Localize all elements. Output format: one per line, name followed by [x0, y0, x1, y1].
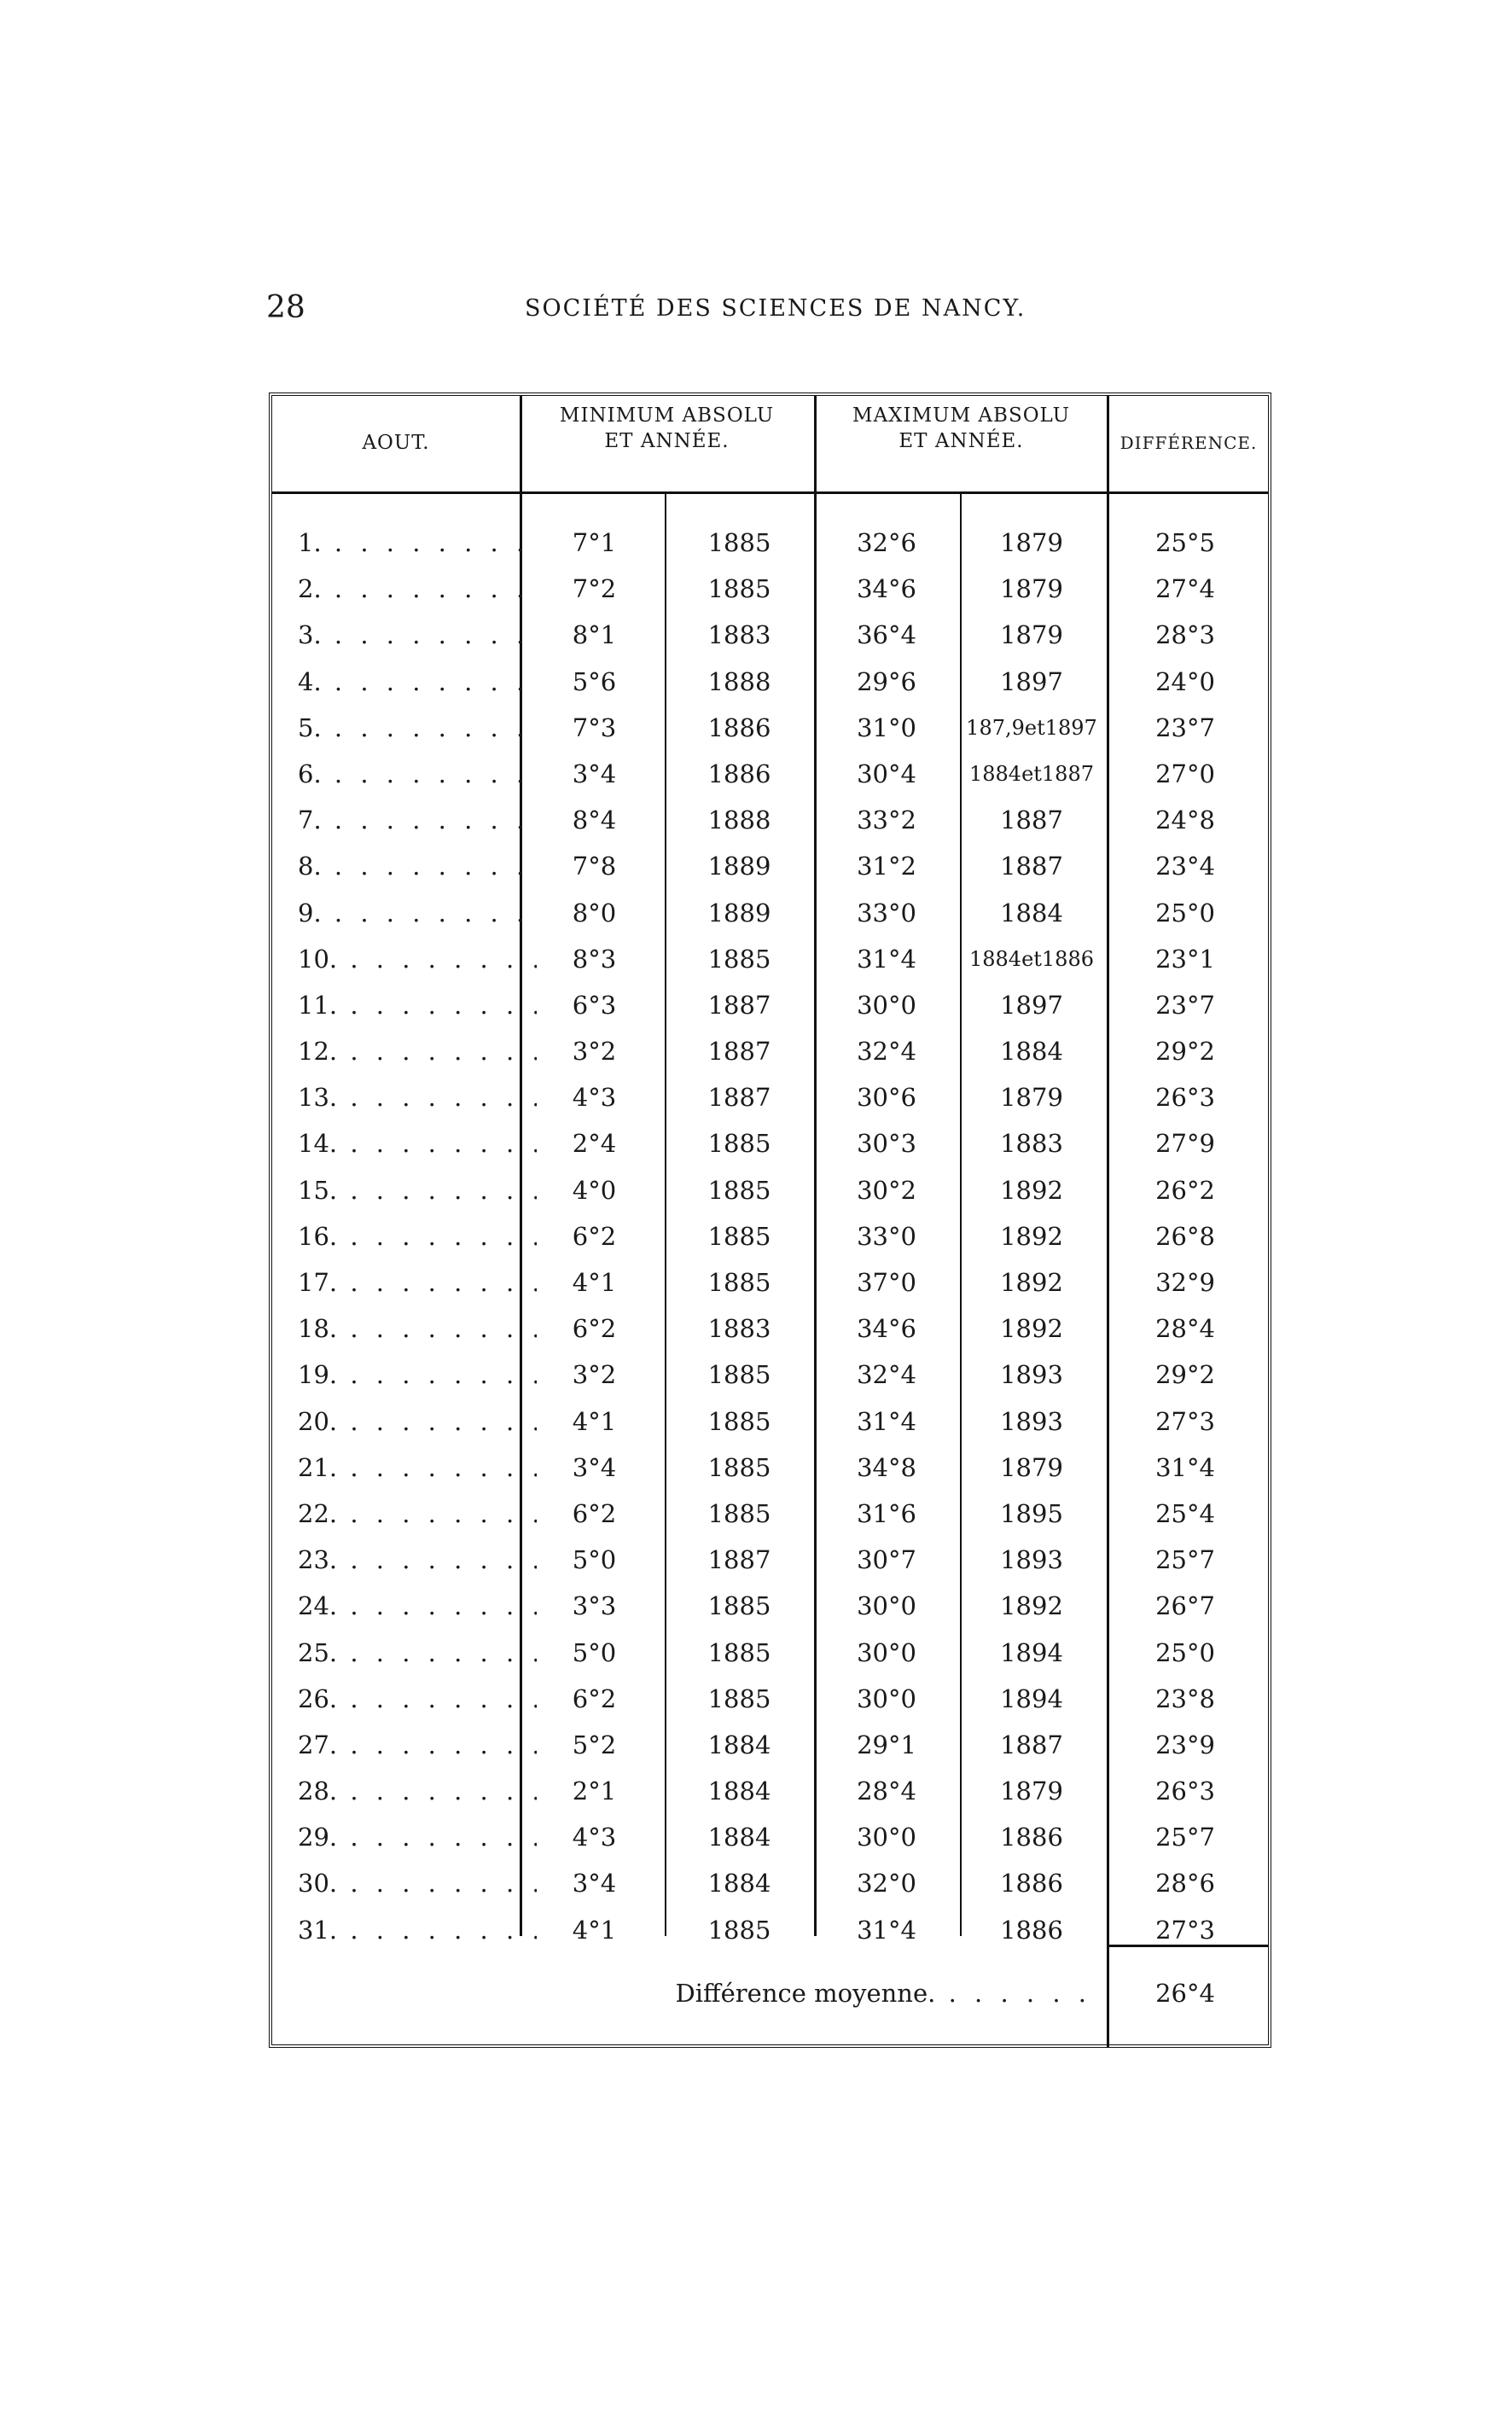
minimum-cell: 5°0	[572, 1545, 617, 1575]
difference-cell: 32°9	[1155, 1268, 1215, 1297]
minimum-cell: 8°4	[572, 805, 617, 835]
table-row	[272, 1028, 1268, 1074]
maximum-year-cell: 1892	[1000, 1175, 1063, 1205]
difference-cell: 25°7	[1155, 1823, 1215, 1852]
day-cell: 8. . . .	[298, 843, 537, 889]
day-cell: 10. . . .	[298, 936, 537, 982]
maximum-year-cell: 1892	[1000, 1591, 1063, 1621]
maximum-year-cell: 1887	[1000, 1730, 1063, 1759]
maximum-cell: 31°4	[857, 1915, 916, 1945]
minimum-year-cell: 1889	[707, 898, 771, 927]
maximum-year-cell: 1886	[1000, 1823, 1063, 1852]
minimum-cell: 3°4	[572, 759, 617, 788]
minimum-cell: 3°4	[572, 1869, 617, 1899]
table-row	[272, 1074, 1268, 1120]
minimum-cell: 2°1	[572, 1776, 617, 1806]
table-row	[272, 751, 1268, 797]
difference-cell: 25°0	[1155, 898, 1215, 927]
day-cell: 18. . . .	[298, 1305, 537, 1352]
maximum-cell: 32°6	[857, 528, 916, 557]
maximum-cell: 31°4	[857, 944, 916, 974]
minimum-cell: 6°2	[572, 1498, 617, 1528]
table-row	[272, 566, 1268, 612]
difference-cell: 27°9	[1155, 1129, 1215, 1159]
maximum-year-cell: 1897	[1000, 990, 1063, 1020]
day-cell: 11. . . .	[298, 982, 537, 1028]
maximum-cell: 32°0	[857, 1869, 916, 1899]
difference-cell: 28°3	[1155, 620, 1215, 650]
minimum-year-cell: 1887	[707, 1545, 771, 1575]
minimum-cell: 6°2	[572, 1221, 617, 1251]
day-cell: 23. . . .	[298, 1537, 537, 1583]
maximum-year-cell: 1887	[1000, 805, 1063, 835]
maximum-cell: 30°0	[857, 1637, 916, 1667]
minimum-year-cell: 1885	[707, 574, 771, 604]
table-row	[272, 1305, 1268, 1352]
maximum-year-cell: 1879	[1000, 528, 1063, 557]
table-row	[272, 659, 1268, 705]
difference-cell: 28°4	[1155, 1314, 1215, 1344]
minimum-cell: 7°3	[572, 712, 617, 742]
minimum-year-cell: 1885	[707, 1915, 771, 1945]
maximum-year-cell: 1879	[1000, 574, 1063, 604]
minimum-year-cell: 1885	[707, 1360, 771, 1390]
minimum-year-cell: 1886	[707, 759, 771, 788]
maximum-year-cell: 1883	[1000, 1129, 1063, 1159]
maximum-cell: 31°6	[857, 1498, 916, 1528]
table-row	[272, 705, 1268, 751]
day-cell: 14. . . .	[298, 1120, 537, 1166]
maximum-cell: 30°0	[857, 990, 916, 1020]
maximum-cell: 37°0	[857, 1268, 916, 1297]
table-row	[272, 1398, 1268, 1445]
table-row	[272, 1860, 1268, 1906]
header-maximum: MAXIMUM ABSOLU ET ANNÉE.	[852, 404, 1070, 452]
difference-cell: 23°4	[1155, 852, 1215, 881]
minimum-year-cell: 1884	[707, 1730, 771, 1759]
difference-cell: 29°2	[1155, 1360, 1215, 1390]
minimum-cell: 3°3	[572, 1591, 617, 1621]
maximum-cell: 34°8	[857, 1452, 916, 1482]
maximum-year-cell: 187,9et1897	[966, 715, 1097, 740]
difference-cell: 25°0	[1155, 1637, 1215, 1667]
table-row	[272, 1445, 1268, 1491]
table-row	[272, 520, 1268, 566]
difference-cell: 26°3	[1155, 1083, 1215, 1113]
difference-cell: 27°3	[1155, 1406, 1215, 1436]
minimum-cell: 8°0	[572, 898, 617, 927]
day-cell: 3. . . .	[298, 612, 537, 658]
difference-cell: 27°4	[1155, 574, 1215, 604]
maximum-year-cell: 1884et1887	[968, 761, 1094, 786]
difference-cell: 23°8	[1155, 1683, 1215, 1713]
minimum-year-cell: 1885	[707, 1175, 771, 1205]
difference-cell: 26°3	[1155, 1776, 1215, 1806]
day-cell: 4. . . .	[298, 659, 537, 705]
difference-cell: 28°6	[1155, 1869, 1215, 1899]
table-row	[272, 843, 1268, 889]
maximum-year-cell: 1884	[1000, 1037, 1063, 1067]
minimum-year-cell: 1887	[707, 1083, 771, 1113]
maximum-cell: 30°4	[857, 759, 916, 788]
maximum-cell: 32°4	[857, 1037, 916, 1067]
maximum-year-cell: 1893	[1000, 1406, 1063, 1436]
header-month: AOUT.	[362, 432, 430, 454]
maximum-year-cell: 1894	[1000, 1637, 1063, 1667]
table-row	[272, 936, 1268, 982]
minimum-year-cell: 1885	[707, 1683, 771, 1713]
minimum-year-cell: 1885	[707, 1591, 771, 1621]
maximum-year-cell: 1894	[1000, 1683, 1063, 1713]
day-cell: 29. . . .	[298, 1814, 537, 1860]
difference-cell: 25°5	[1155, 528, 1215, 557]
day-cell: 9. . . .	[298, 890, 537, 936]
difference-cell: 23°7	[1155, 990, 1215, 1020]
difference-cell: 29°2	[1155, 1037, 1215, 1067]
table-row	[272, 1352, 1268, 1398]
maximum-cell: 30°3	[857, 1129, 916, 1159]
difference-cell: 26°2	[1155, 1175, 1215, 1205]
running-title: SOCIÉTÉ DES SCIENCES DE NANCY.	[525, 295, 1026, 322]
table-row	[272, 1537, 1268, 1583]
table-row	[272, 1213, 1268, 1259]
minimum-cell: 5°0	[572, 1637, 617, 1667]
maximum-cell: 30°0	[857, 1683, 916, 1713]
table-row	[272, 1768, 1268, 1814]
minimum-year-cell: 1883	[707, 620, 771, 650]
minimum-cell: 4°1	[572, 1915, 617, 1945]
maximum-year-cell: 1892	[1000, 1268, 1063, 1297]
maximum-cell: 30°0	[857, 1591, 916, 1621]
minimum-year-cell: 1887	[707, 1037, 771, 1067]
minimum-year-cell: 1885	[707, 1406, 771, 1436]
minimum-cell: 4°1	[572, 1406, 617, 1436]
minimum-year-cell: 1883	[707, 1314, 771, 1344]
minimum-year-cell: 1885	[707, 1452, 771, 1482]
day-cell: 17. . . .	[298, 1259, 537, 1305]
maximum-year-cell: 1884	[1000, 898, 1063, 927]
minimum-cell: 8°1	[572, 620, 617, 650]
maximum-year-cell: 1892	[1000, 1314, 1063, 1344]
table-row	[272, 890, 1268, 936]
minimum-year-cell: 1885	[707, 1268, 771, 1297]
maximum-year-cell: 1893	[1000, 1360, 1063, 1390]
minimum-year-cell: 1885	[707, 1637, 771, 1667]
maximum-cell: 29°6	[857, 666, 916, 696]
table-row	[272, 1167, 1268, 1213]
maximum-cell: 32°4	[857, 1360, 916, 1390]
maximum-cell: 31°0	[857, 712, 916, 742]
difference-cell: 24°0	[1155, 666, 1215, 696]
difference-cell: 25°4	[1155, 1498, 1215, 1528]
table-body	[272, 520, 1268, 1953]
table-row	[272, 1491, 1268, 1537]
minimum-cell: 3°2	[572, 1037, 617, 1067]
minimum-year-cell: 1885	[707, 944, 771, 974]
minimum-cell: 4°3	[572, 1823, 617, 1852]
maximum-cell: 30°0	[857, 1823, 916, 1852]
difference-cell: 23°1	[1155, 944, 1215, 974]
minimum-cell: 5°2	[572, 1730, 617, 1759]
minimum-cell: 5°6	[572, 666, 617, 696]
minimum-year-cell: 1885	[707, 528, 771, 557]
day-cell: 26. . . .	[298, 1676, 537, 1722]
maximum-year-cell: 1887	[1000, 852, 1063, 881]
minimum-cell: 4°3	[572, 1083, 617, 1113]
minimum-cell: 3°4	[572, 1452, 617, 1482]
page-number: 28	[266, 290, 305, 325]
day-cell: 30. . . .	[298, 1860, 537, 1906]
maximum-cell: 33°0	[857, 898, 916, 927]
day-cell: 24. . . .	[298, 1583, 537, 1629]
difference-cell: 26°7	[1155, 1591, 1215, 1621]
minimum-year-cell: 1886	[707, 712, 771, 742]
day-cell: 15. . . .	[298, 1167, 537, 1213]
day-cell: 2. . . .	[298, 566, 537, 612]
minimum-year-cell: 1884	[707, 1869, 771, 1899]
table-row	[272, 1722, 1268, 1768]
difference-cell: 27°0	[1155, 759, 1215, 788]
day-cell: 19. . . .	[298, 1352, 537, 1398]
maximum-cell: 34°6	[857, 574, 916, 604]
maximum-cell: 28°4	[857, 1776, 916, 1806]
day-cell: 12. . . .	[298, 1028, 537, 1074]
day-cell: 28. . . .	[298, 1768, 537, 1814]
maximum-year-cell: 1893	[1000, 1545, 1063, 1575]
table-row	[272, 982, 1268, 1028]
page-header	[0, 290, 1512, 333]
minimum-year-cell: 1885	[707, 1129, 771, 1159]
minimum-cell: 4°1	[572, 1268, 617, 1297]
minimum-cell: 6°2	[572, 1314, 617, 1344]
minimum-cell: 7°2	[572, 574, 617, 604]
table-row	[272, 797, 1268, 843]
minimum-cell: 2°4	[572, 1129, 617, 1159]
day-cell: 20. . . .	[298, 1398, 537, 1445]
minimum-cell: 8°3	[572, 944, 617, 974]
minimum-cell: 7°8	[572, 852, 617, 881]
data-table	[269, 393, 1271, 2048]
minimum-cell: 4°0	[572, 1175, 617, 1205]
minimum-cell: 3°2	[572, 1360, 617, 1390]
day-cell: 1. . . .	[298, 520, 537, 566]
minimum-year-cell: 1885	[707, 1221, 771, 1251]
maximum-cell: 30°2	[857, 1175, 916, 1205]
minimum-year-cell: 1888	[707, 805, 771, 835]
table-row	[272, 1814, 1268, 1860]
table-row	[272, 612, 1268, 658]
maximum-cell: 33°2	[857, 805, 916, 835]
maximum-cell: 31°2	[857, 852, 916, 881]
mean-difference-value: 26°4	[1155, 1979, 1215, 2008]
table-row	[272, 1907, 1268, 1953]
maximum-cell: 33°0	[857, 1221, 916, 1251]
minimum-cell: 7°1	[572, 528, 617, 557]
maximum-year-cell: 1886	[1000, 1915, 1063, 1945]
maximum-year-cell: 1879	[1000, 1452, 1063, 1482]
maximum-year-cell: 1886	[1000, 1869, 1063, 1899]
table-row	[272, 1583, 1268, 1629]
table-row	[272, 1259, 1268, 1305]
maximum-year-cell: 1892	[1000, 1221, 1063, 1251]
difference-cell: 26°8	[1155, 1221, 1215, 1251]
maximum-year-cell: 1897	[1000, 666, 1063, 696]
minimum-year-cell: 1887	[707, 990, 771, 1020]
difference-cell: 27°3	[1155, 1915, 1215, 1945]
table-row	[272, 1676, 1268, 1722]
header-rule	[272, 491, 1268, 494]
minimum-year-cell: 1884	[707, 1823, 771, 1852]
maximum-year-cell: 1879	[1000, 1776, 1063, 1806]
day-cell: 16. . . .	[298, 1213, 537, 1259]
difference-cell: 24°8	[1155, 805, 1215, 835]
difference-cell: 31°4	[1155, 1452, 1215, 1482]
table-row	[272, 1120, 1268, 1166]
day-cell: 31. . . .	[298, 1907, 537, 1953]
day-cell: 21. . . .	[298, 1445, 537, 1491]
minimum-cell: 6°3	[572, 990, 617, 1020]
maximum-cell: 30°7	[857, 1545, 916, 1575]
day-cell: 7. . . .	[298, 797, 537, 843]
difference-cell: 25°7	[1155, 1545, 1215, 1575]
minimum-cell: 6°2	[572, 1683, 617, 1713]
day-cell: 5. . . .	[298, 705, 537, 751]
day-cell: 27. . . .	[298, 1722, 537, 1768]
maximum-cell: 30°6	[857, 1083, 916, 1113]
day-cell: 25. . . .	[298, 1630, 537, 1676]
maximum-year-cell: 1879	[1000, 620, 1063, 650]
minimum-year-cell: 1884	[707, 1776, 771, 1806]
maximum-year-cell: 1879	[1000, 1083, 1063, 1113]
maximum-cell: 34°6	[857, 1314, 916, 1344]
difference-cell: 23°7	[1155, 712, 1215, 742]
difference-cell: 23°9	[1155, 1730, 1215, 1759]
day-cell: 13. . . .	[298, 1074, 537, 1120]
maximum-cell: 29°1	[857, 1730, 916, 1759]
maximum-cell: 31°4	[857, 1406, 916, 1436]
table-row	[272, 1630, 1268, 1676]
maximum-year-cell: 1884et1886	[968, 946, 1094, 971]
day-cell: 22. . . .	[298, 1491, 537, 1537]
header-difference: DIFFÉRENCE.	[1119, 433, 1258, 453]
minimum-year-cell: 1885	[707, 1498, 771, 1528]
day-cell: 6. . . .	[298, 751, 537, 797]
maximum-cell: 36°4	[857, 620, 916, 650]
minimum-year-cell: 1888	[707, 666, 771, 696]
mean-difference-label: Différence moyenne. . . .	[272, 1979, 1108, 2008]
header-minimum: MINIMUM ABSOLU ET ANNÉE.	[559, 404, 775, 452]
maximum-year-cell: 1895	[1000, 1498, 1063, 1528]
minimum-year-cell: 1889	[707, 852, 771, 881]
